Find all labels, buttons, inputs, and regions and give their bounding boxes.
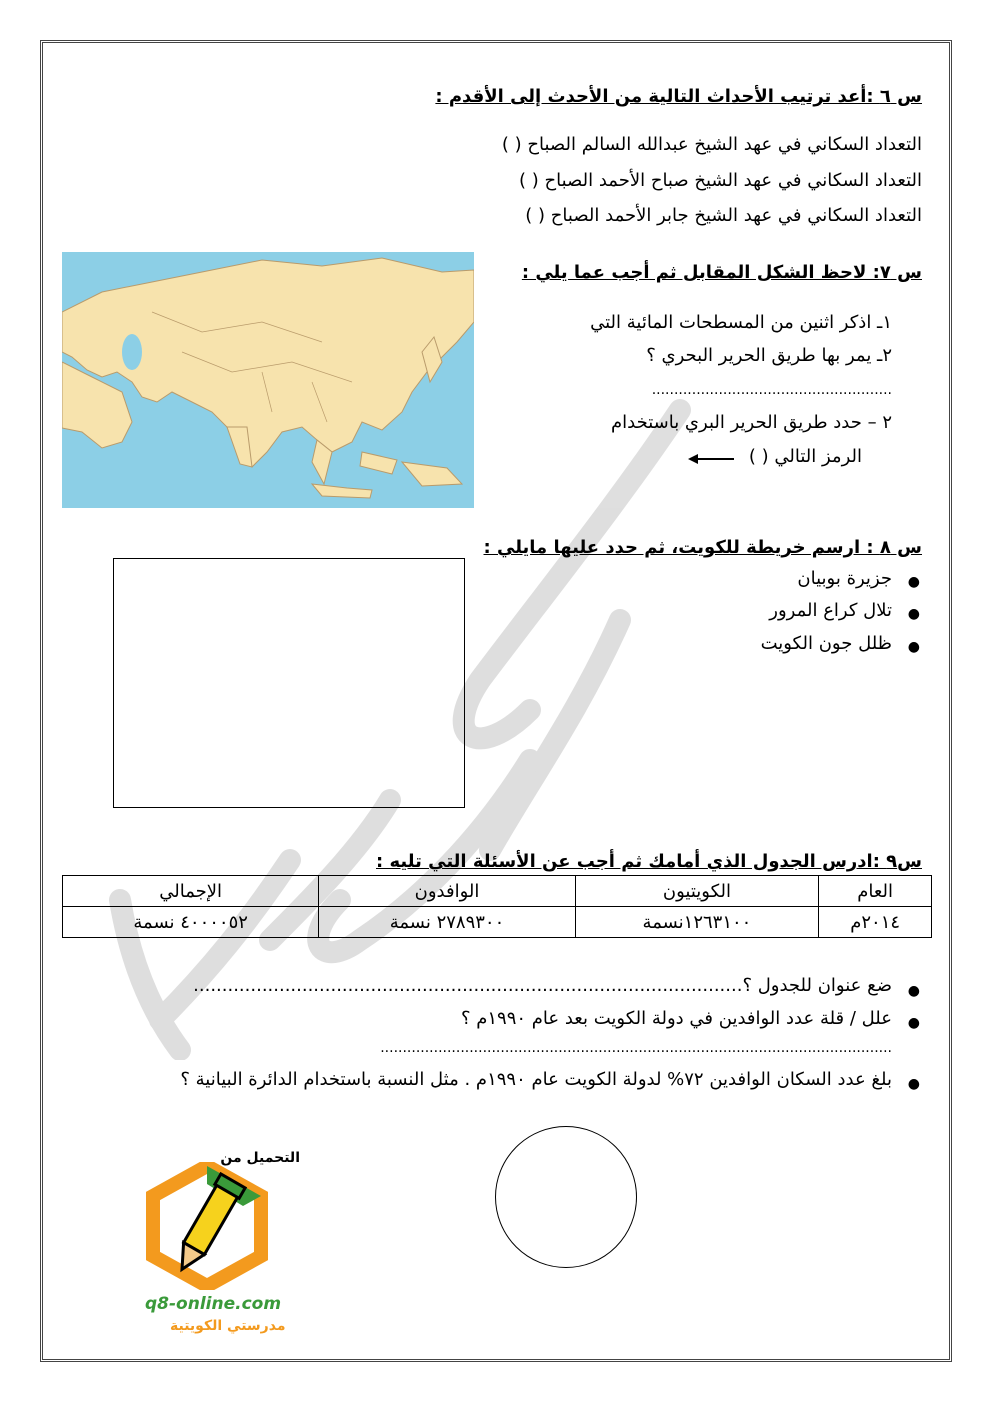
q6-title: س ٦ :أعد ترتيب الأحداث التالية من الأحدث إلى الأقدم : [435, 86, 922, 107]
population-table [62, 875, 932, 938]
q8-item-1: جزيرة بوبيان [797, 568, 892, 589]
q8-item-2: تلال كراع المرور [769, 600, 892, 621]
q6-item-3: التعداد السكاني في عهد الشيخ جابر الأحمد الصباح ( ) [525, 205, 922, 226]
q8-item-3: ظلل جون الكويت [760, 633, 892, 654]
table-cell: ١٢٦٣١٠٠نسمة [575, 907, 819, 938]
bullet-icon: ● [907, 639, 920, 655]
table-cell: ٢٠١٤م [819, 907, 932, 938]
q7-line-4: الرمز التالي ( ) [748, 446, 862, 467]
table-cell: ٤٠٠٠٠٥٢ نسمة [63, 907, 319, 938]
bullet-icon: ● [907, 606, 920, 622]
arrow-symbol-icon [686, 452, 736, 466]
table-header: الكويتيون [575, 876, 819, 907]
logo-school: مدرستي الكويتية [170, 1318, 286, 1334]
school-logo-icon [145, 1162, 270, 1290]
table-row [63, 907, 932, 938]
pie-chart-circle[interactable] [495, 1126, 637, 1268]
q7-title: س ٧: لاحظ الشكل المقابل ثم أجب عما يلي : [521, 262, 922, 283]
table-header: الوافدون [319, 876, 575, 907]
table-header-row [63, 876, 932, 907]
q7-dots: ...................................................... [651, 382, 892, 398]
q8-title: س ٨ : ارسم خريطة للكويت، ثم حدد عليها مايلي : [483, 537, 922, 558]
q9-dots: ................................................................................................................... [380, 1040, 892, 1056]
logo-site [145, 1294, 281, 1314]
q9-title: س٩ :ادرس الجدول الذي أمامك ثم أجب عن الأسئلة التي تليه : [376, 851, 922, 872]
table-header: العام [819, 876, 932, 907]
asia-map [62, 252, 474, 508]
bullet-icon: ● [907, 574, 920, 590]
q6-item-2: التعداد السكاني في عهد الشيخ صباح الأحمد الصباح ( ) [519, 170, 922, 191]
q7-line-1: ١ـ اذكر اثنين من المسطحات المائية التي [590, 312, 892, 333]
logo-site-text: q8-online.com [145, 1294, 282, 1314]
logo-caption: التحميل من [220, 1150, 300, 1166]
kuwait-map-box[interactable] [113, 558, 465, 808]
q7-line-3: ٢ – حدد طريق الحرير البري باستخدام [610, 412, 892, 433]
table-header: الإجمالي [63, 876, 319, 907]
table-cell: ٢٧٨٩٣٠٠ نسمة [319, 907, 575, 938]
q9-bullet-1: ضع عنوان للجدول ؟................................................................................................ [193, 975, 892, 996]
bullet-icon: ● [907, 983, 920, 999]
bullet-icon: ● [907, 1015, 920, 1031]
q9-bullet-2: علل / قلة عدد الوافدين في دولة الكويت بعد عام ١٩٩٠م ؟ [460, 1008, 892, 1029]
q6-item-1: التعداد السكاني في عهد الشيخ عبدالله السالم الصباح ( ) [501, 134, 922, 155]
q9-bullet-3: بلغ عدد السكان الوافدين ٧٢% لدولة الكويت عام ١٩٩٠م . مثل النسبة باستخدام الدائرة البيانية ؟ [180, 1069, 892, 1090]
bullet-icon: ● [907, 1076, 920, 1092]
q7-line-2: ٢ـ يمر بها طريق الحرير البحري ؟ [646, 345, 892, 366]
